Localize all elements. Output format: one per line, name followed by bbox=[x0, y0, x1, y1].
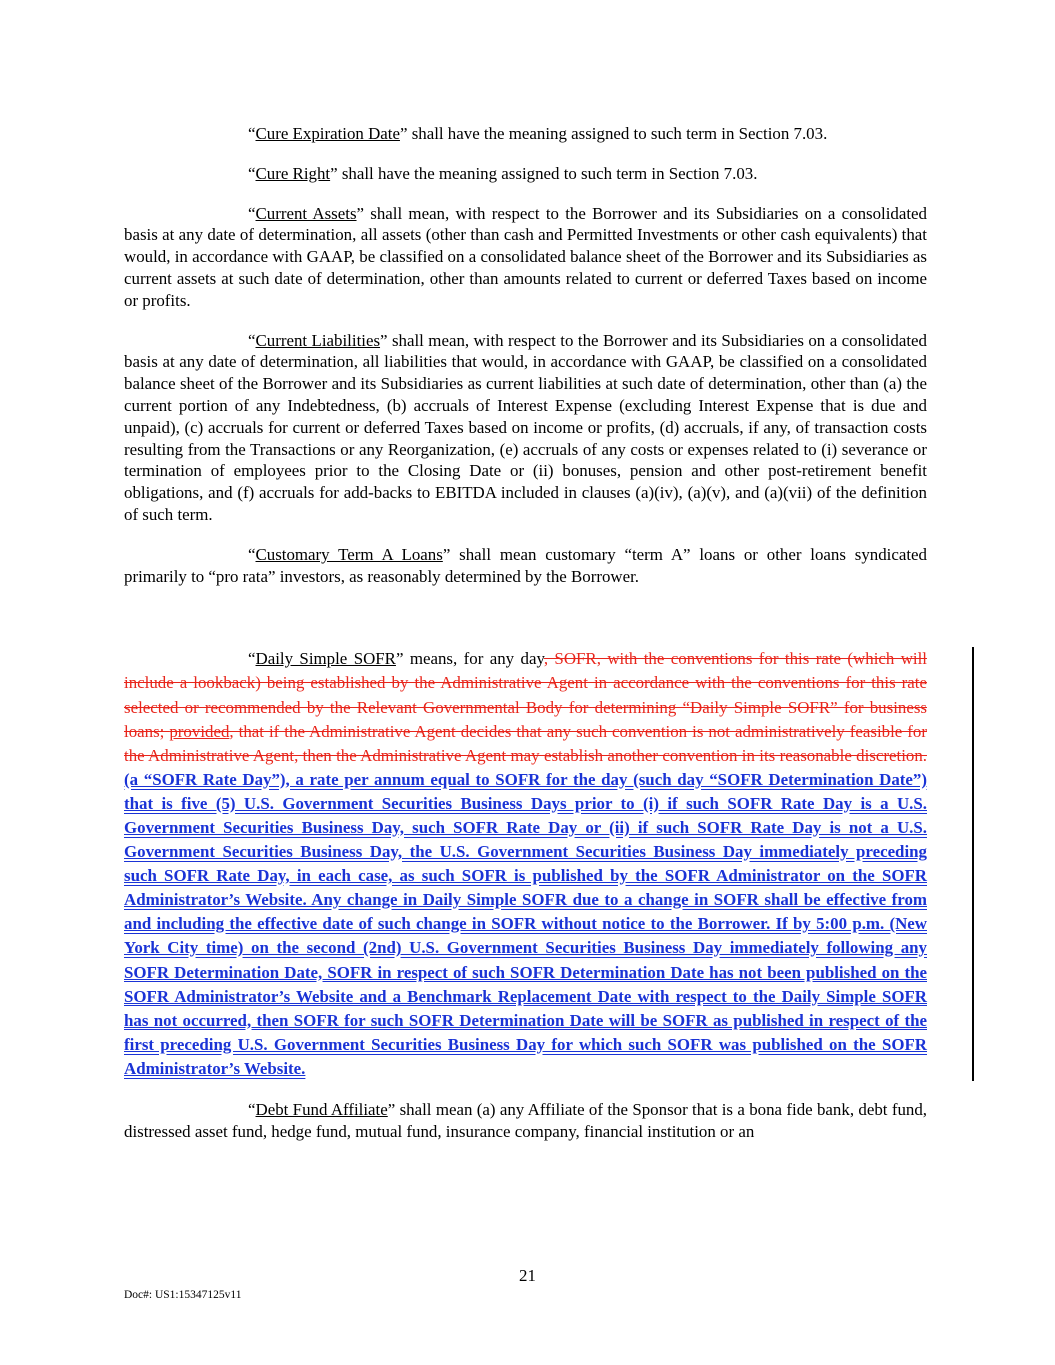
open-quote: “ bbox=[248, 203, 256, 223]
document-body bbox=[124, 123, 927, 1161]
definition-daily-simple-sofr bbox=[124, 647, 927, 1081]
definition-current-liabilities bbox=[124, 330, 927, 526]
defined-term: Customary Term A Loans bbox=[255, 544, 443, 564]
inserted-text: (a “SOFR Rate Day”), a rate per annum equal to SOFR for the day (such day “SOFR Determination Date”) that is five (5) U.S. Government Securities Business Days prior to (i) if such SOFR Rate Day is a U.S. Government Securities Business Day, such SOFR Rate Day or (ii) if such SOFR Rate Day is not a U.S. Government Securities Business Day, the U.S. Government Securities Business Day immediately preceding such SOFR Rate Day, in each case, as such SOFR is published by the SOFR Administrator on the SOFR Administrator’s Website. Any change in Daily Simple SOFR due to a change in SOFR shall be effective from and including the effective date of such change in SOFR without notice to the Borrower. If by 5:00 p.m. (New York City time) on the second (2nd) U.S. Government Securities Business Day immediately following any SOFR Determination Date, SOFR in respect of such SOFR Determination Date has not been published on the SOFR Administrator’s Website and a Benchmark Replacement Date with respect to the Daily Simple SOFR has not occurred, then SOFR for such SOFR Determination Date will be SOFR as published in respect of the first preceding U.S. Government Securities Business Day for which such SOFR was published on the SOFR Administrator’s Website. bbox=[124, 769, 927, 1078]
definition-text: ” shall have the meaning assigned to such term in Section 7.03. bbox=[399, 124, 828, 143]
definition-debt-fund-affiliate bbox=[124, 1099, 927, 1143]
open-quote: “ bbox=[248, 649, 256, 669]
definition-cure-expiration-date bbox=[124, 123, 927, 145]
defined-term: Debt Fund Affiliate bbox=[255, 1100, 388, 1120]
defined-term: Daily Simple SOFR bbox=[255, 649, 396, 669]
deleted-text-part-1: , SOFR, with the conventions for this rate (which will include a lookback) being established by the Administrative Agent in accordance with the conventions for this rate selected or recommended by the Relevant Governmental Body for determining “Daily Simple SOFR” for business loans; bbox=[124, 649, 928, 741]
open-quote: “ bbox=[248, 163, 256, 183]
defined-term: Cure Expiration Date bbox=[255, 124, 400, 143]
open-quote: “ bbox=[248, 124, 256, 143]
open-quote: “ bbox=[248, 1100, 256, 1120]
definition-cure-right bbox=[124, 163, 927, 185]
definition-text: ” shall have the meaning assigned to such term in Section 7.03. bbox=[330, 163, 758, 183]
definition-text: ” shall mean, with respect to the Borrower and its Subsidiaries on a consolidated basis at any date of determination, all assets (other than cash and Permitted Investments or other cash equivalents) that would, in accordance with GAAP, be classified on a consolidated balance sheet of the Borrower and its Subsidiaries as current assets at such date of determination, other than amounts related to current or deferred Taxes based on income or profits. bbox=[124, 203, 928, 310]
definition-text: ” shall mean (a) any Affiliate of the Sponsor that is a bona fide bank, debt fund, distressed asset fund, hedge fund, mutual fund, insurance company, financial institution or an bbox=[124, 1100, 928, 1141]
definition-customary-term-a-loans bbox=[124, 544, 927, 588]
spacer bbox=[124, 605, 927, 647]
document-id: Doc#: US1:15347125v11 bbox=[124, 1289, 242, 1301]
deleted-text-part-2: , that if the Administrative Agent decides that any such convention is not administratively feasible for the Administrative Agent, then the Administrative Agent may establish another convention in its reasonable discretion. bbox=[124, 721, 927, 765]
definition-text: ” shall mean, with respect to the Borrower and its Subsidiaries on a consolidated basis at any date of determination, all liabilities that would, in accordance with GAAP, be classified on a consolidated balance sheet of the Borrower and its Subsidiaries as current liabilities at such date of determination, other than (a) the current portion of any Indebtedness, (b) accruals of Interest Expense (excluding Interest Expense that is due and unpaid), (c) accruals for current or deferred Taxes based on income or profits, (d) accruals, if any, of transaction costs resulting from the Transactions or any Reorganization, (e) accruals of any costs or expenses related to (i) severance or termination of employees prior to the Closing Date or (ii) bonuses, pension and other post-retirement benefit obligations, and (f) accruals for add-backs to EBITDA included in clauses (a)(iv), (a)(v), and (a)(vii) of the definition of such term. bbox=[124, 330, 927, 524]
page-number: 21 bbox=[519, 1266, 536, 1285]
definition-text: ” shall mean customary “term A” loans or other loans syndicated primarily to “pro rata” investors, as reasonably determined by the Borrower. bbox=[124, 544, 927, 586]
definition-text: ” means, for any day bbox=[395, 649, 544, 669]
deleted-text-provided: provided bbox=[169, 721, 230, 741]
defined-term: Cure Right bbox=[255, 163, 331, 183]
defined-term: Current Liabilities bbox=[255, 330, 381, 350]
defined-term: Current Assets bbox=[255, 203, 357, 223]
definition-current-assets bbox=[124, 203, 927, 312]
open-quote: “ bbox=[248, 330, 256, 350]
revision-change-bar bbox=[972, 647, 974, 1081]
open-quote: “ bbox=[248, 544, 256, 564]
